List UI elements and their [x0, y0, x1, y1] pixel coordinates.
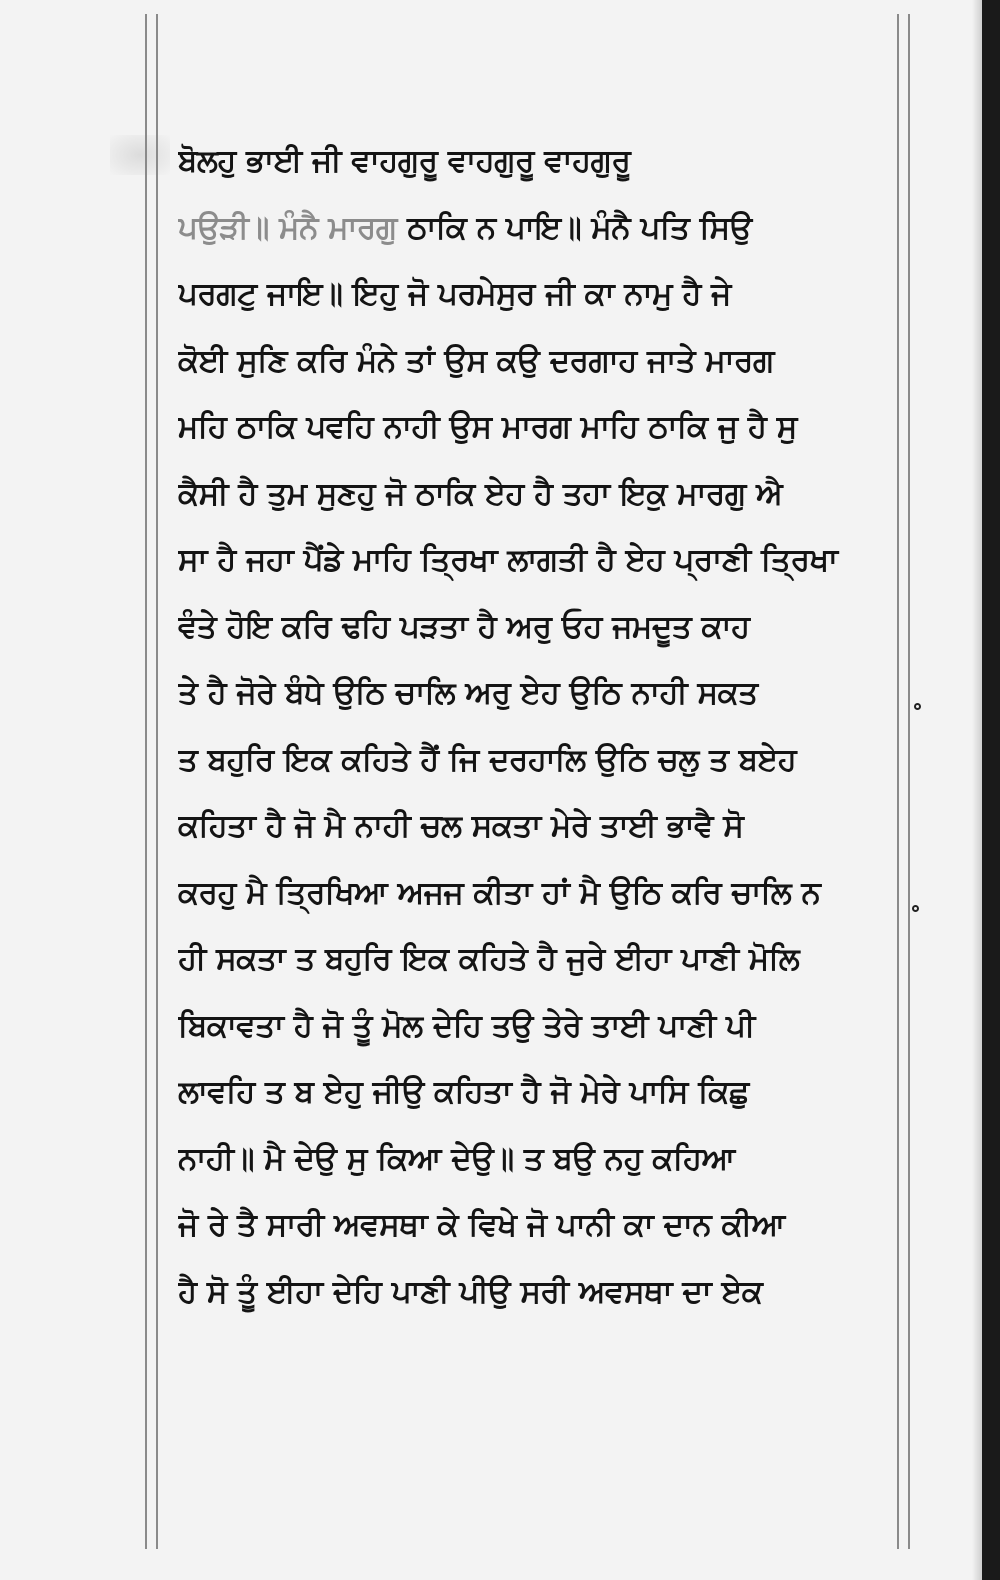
- text-line-16: ਨਾਹੀ॥ ਮੈ ਦੇਉ ਸੁ ਕਿਆ ਦੇਉ॥ ਤ ਬਉ ਨਹੁ ਕਹਿਆ: [178, 1140, 735, 1177]
- text-line-1: ਬੋਲਹੁ ਭਾਈ ਜੀ ਵਾਹਗੁਰੂ ਵਾਹਗੁਰੂ ਵਾਹਗੁਰੂ: [178, 143, 631, 179]
- text-line-4: ਕੋਈ ਸੁਣਿ ਕਰਿ ਮੰਨੇ ਤਾਂ ਉਸ ਕਉ ਦਰਗਾਹ ਜਾਤੇ ਮਾਰਗ: [178, 342, 774, 379]
- text-line-17: ਜੋ ਰੇ ਤੈ ਸਾਰੀ ਅਵਸਥਾ ਕੇ ਵਿਖੇ ਜੋ ਪਾਨੀ ਕਾ ਦਾਨ ਕੀਆ: [178, 1207, 785, 1243]
- margin-dot-mark: [914, 703, 921, 710]
- text-line-10: ਤ ਬਹੁਰਿ ਇਕ ਕਹਿਤੇ ਹੈਂ ਜਿ ਦਰਹਾਲਿ ਉਠਿ ਚਲੁ ਤ ਬਏਹ: [178, 741, 797, 778]
- manuscript-text-block: [178, 128, 898, 1325]
- text-line-8: ਵੰਤੇ ਹੋਇ ਕਰਿ ਢਹਿ ਪੜਤਾ ਹੈ ਅਰੁ ਓਹ ਜਮਦੂਤ ਕਾਹ: [178, 608, 750, 645]
- left-margin-rule-inner: [156, 14, 158, 1549]
- page-edge-shadow: [972, 0, 982, 1580]
- text-line-5: ਮਹਿ ਠਾਕਿ ਪਵਹਿ ਨਾਹੀ ਉਸ ਮਾਰਗ ਮਾਹਿ ਠਾਕਿ ਜੁ ਹੈ ਸੁ: [178, 409, 797, 445]
- text-line-13: ਹੀ ਸਕਤਾ ਤ ਬਹੁਰਿ ਇਕ ਕਹਿਤੇ ਹੈ ਜੁਰੇ ਈਹਾ ਪਾਣੀ ਮੋਲਿ: [178, 941, 800, 977]
- text-line-3: ਪਰਗਟੁ ਜਾਇ॥ ਇਹੁ ਜੋ ਪਰਮੇਸੁਰ ਜੀ ਕਾ ਨਾਮੁ ਹੈ ਜੇ: [178, 276, 731, 312]
- text-line-18: ਹੈ ਸੋ ਤੂੰ ਈਹਾ ਦੇਹਿ ਪਾਣੀ ਪੀਉ ਸਰੀ ਅਵਸਥਾ ਦਾ ਏਕ: [178, 1273, 763, 1310]
- text-line-14: ਬਿਕਾਵਤਾ ਹੈ ਜੋ ਤੂੰ ਮੋਲ ਦੇਹਿ ਤਉ ਤੇਰੇ ਤਾਈ ਪਾਣੀ ਪੀ: [178, 1007, 755, 1044]
- bleed-through-stain: [110, 135, 170, 175]
- right-margin-rule-outer: [908, 14, 910, 1549]
- text-line-2: ਪਉੜੀ॥ ਮੰਨੈ ਮਾਰਗੁ ਠਾਕਿ ਨ ਪਾਇ॥ ਮੰਨੈ ਪਤਿ ਸਿਉ: [178, 209, 752, 246]
- text-line-15: ਲਾਵਹਿ ਤ ਬ ਏਹੁ ਜੀਉ ਕਹਿਤਾ ਹੈ ਜੋ ਮੇਰੇ ਪਾਸਿ ਕਿਛੁ: [178, 1074, 749, 1110]
- text-line-6: ਕੈਸੀ ਹੈ ਤੁਮ ਸੁਣਹੁ ਜੋ ਠਾਕਿ ਏਹ ਹੈ ਤਹਾ ਇਕੁ ਮਾਰਗੁ ਐ: [178, 475, 783, 512]
- text-line-12: ਕਰਹੁ ਮੈ ਤ੍ਰਿਖਿਆ ਅਜਜ ਕੀਤਾ ਹਾਂ ਮੈ ਉਠਿ ਕਰਿ ਚਾਲਿ ਨ: [178, 874, 821, 911]
- text-line-11: ਕਹਿਤਾ ਹੈ ਜੋ ਮੈ ਨਾਹੀ ਚਲ ਸਕਤਾ ਮੇਰੇ ਤਾਈ ਭਾਵੈ ਸੋ: [178, 808, 744, 844]
- scan-dark-border: [982, 0, 1000, 1580]
- margin-dot-mark: [912, 905, 919, 912]
- text-line-9: ਤੇ ਹੈ ਜੋਰੇ ਬੰਧੇ ਉਠਿ ਚਾਲਿ ਅਰੁ ਏਹ ਉਠਿ ਨਾਹੀ ਸਕਤ: [178, 675, 758, 711]
- left-margin-rule-outer: [145, 14, 147, 1549]
- faded-heading-text: ਪਉੜੀ॥ ਮੰਨੈ ਮਾਰਗੁ: [178, 209, 408, 246]
- text-line-7: ਸਾ ਹੈ ਜਹਾ ਪੈਂਡੇ ਮਾਹਿ ਤ੍ਰਿਖਾ ਲਾਗਤੀ ਹੈ ਏਹ ਪ੍ਰਾਣੀ ਤ੍ਰਿਖਾ: [178, 542, 838, 578]
